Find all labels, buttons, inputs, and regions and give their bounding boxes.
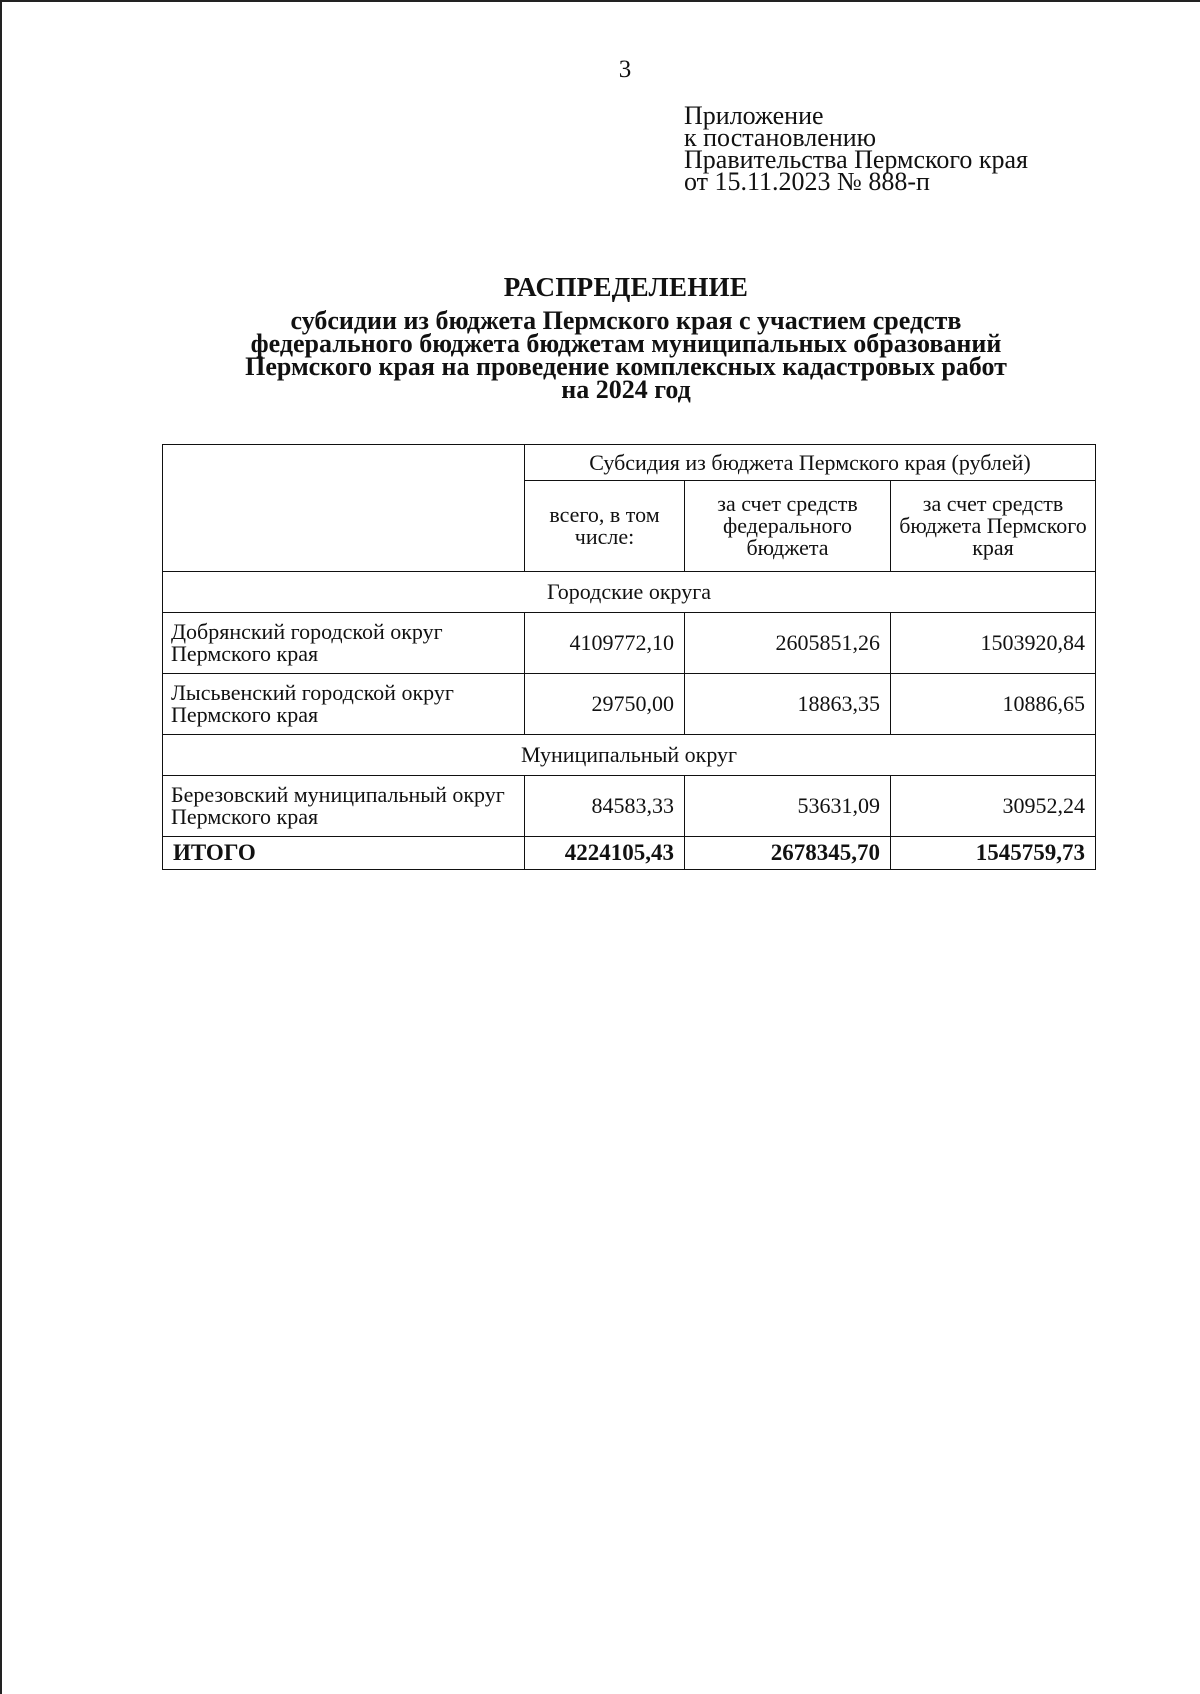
municipality-name: Добрянский городской округ Пермского края <box>163 613 525 674</box>
column-header-federal: за счет средств федерального бюджета <box>685 481 891 572</box>
appendix-block <box>684 101 1028 196</box>
value-total: 84583,33 <box>525 776 685 837</box>
value-total: 29750,00 <box>525 674 685 735</box>
page-number: 3 <box>618 56 632 83</box>
municipality-name: Лысьвенский городской округ Пермского края <box>163 674 525 735</box>
value-regional: 10886,65 <box>891 674 1096 735</box>
municipality-name: Березовский муниципальный округ Пермского края <box>163 776 525 837</box>
subtitle-line: Пермского края на проведение комплексных кадастровых работ <box>245 352 1007 381</box>
scan-edge-top <box>0 0 1200 2</box>
value-total: 4109772,10 <box>525 613 685 674</box>
value-federal: 2605851,26 <box>685 613 891 674</box>
group-header: Субсидия из бюджета Пермского края (рублей) <box>525 445 1096 481</box>
total-value-total: 4224105,43 <box>525 837 685 870</box>
table-row <box>163 674 1096 735</box>
column-header-regional: за счет средств бюджета Пермского края <box>891 481 1096 572</box>
value-regional: 1503920,84 <box>891 613 1096 674</box>
table-row <box>163 776 1096 837</box>
section-row <box>163 572 1096 613</box>
table-row <box>163 613 1096 674</box>
total-label: ИТОГО <box>163 837 525 870</box>
section-title: Городские округа <box>163 572 1096 613</box>
value-federal: 18863,35 <box>685 674 891 735</box>
document-subtitle <box>0 306 1200 404</box>
value-federal: 53631,09 <box>685 776 891 837</box>
appendix-line: Правительства Пермского края <box>684 145 1028 174</box>
subtitle-line: на 2024 год <box>561 375 691 404</box>
total-value-federal: 2678345,70 <box>685 837 891 870</box>
appendix-line: Приложение <box>684 101 824 130</box>
appendix-line: к постановлению <box>684 123 877 152</box>
subtitle-line: федерального бюджета бюджетам муниципальных образований <box>250 329 1002 358</box>
table-header-row <box>163 445 1096 481</box>
section-title: Муниципальный округ <box>163 735 1096 776</box>
total-row <box>163 837 1096 870</box>
header-empty-cell <box>163 445 525 572</box>
subsidy-distribution-table <box>162 444 1096 870</box>
subtitle-line: субсидии из бюджета Пермского края с участием средств <box>290 306 962 335</box>
section-row <box>163 735 1096 776</box>
total-value-regional: 1545759,73 <box>891 837 1096 870</box>
value-regional: 30952,24 <box>891 776 1096 837</box>
document-title: РАСПРЕДЕЛЕНИЕ <box>503 272 749 302</box>
scan-edge-left <box>0 0 2 1694</box>
appendix-line: от 15.11.2023 № 888-п <box>684 167 930 196</box>
column-header-total: всего, в том числе: <box>525 481 685 572</box>
